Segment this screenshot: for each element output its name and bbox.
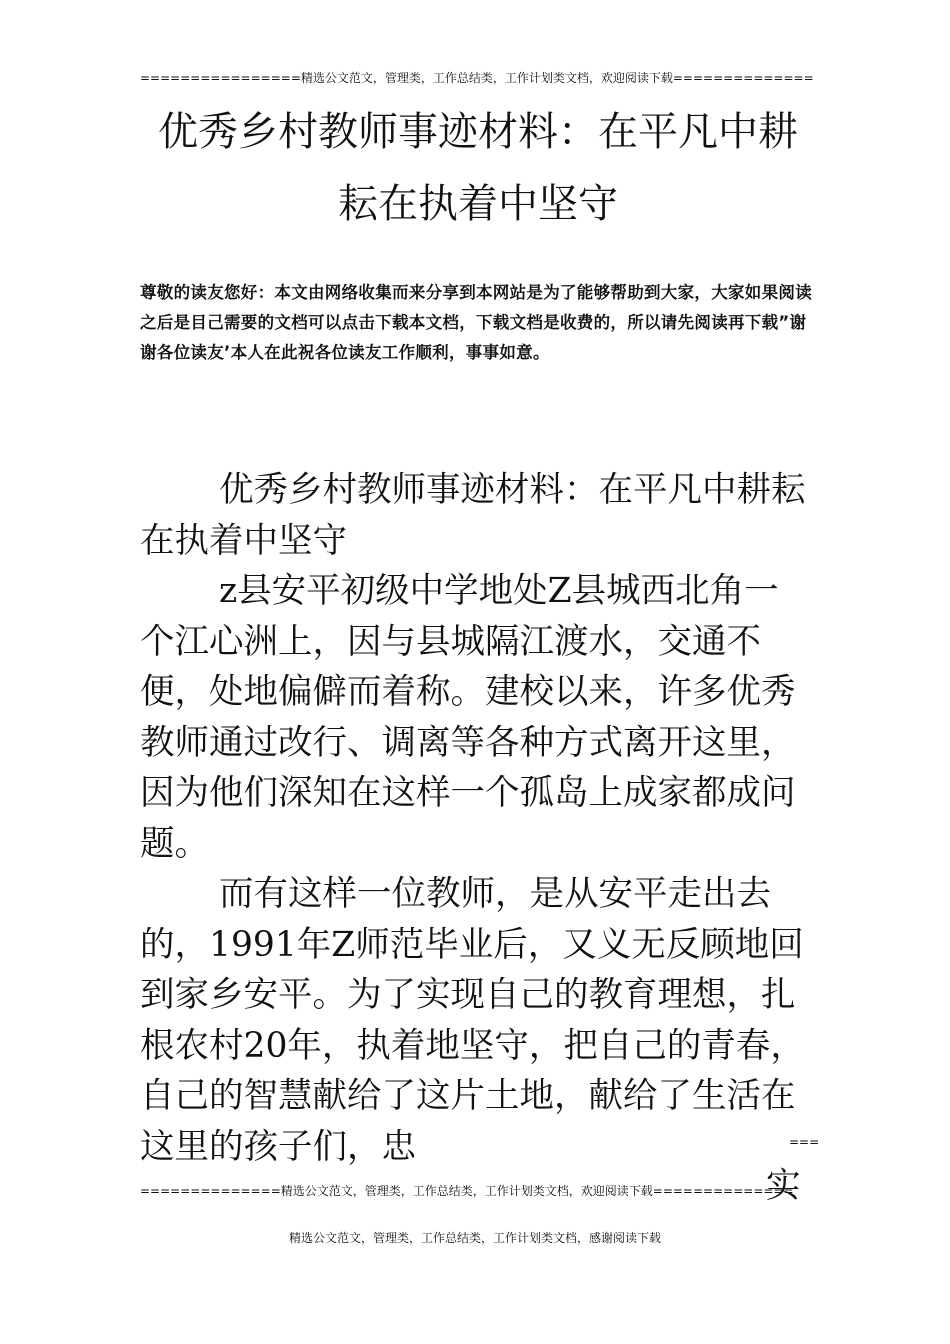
article-heading: 优秀乡村教师事迹材料：在平凡中耕耘在执着中坚守 [140,470,806,561]
header-banner: ================精选公文范文，管理类，工作总结类，工作计划类文档，欢迎阅读下载============== [140,71,814,85]
bottom-note: 精选公文范文，管理类，工作总结类，工作计划类文档，感谢阅读下载 [288,1231,661,1245]
title-line-1: 优秀乡村教师事迹材料：在平凡中耕 [158,109,798,155]
article-body [140,465,810,1172]
document-title [138,96,818,240]
reader-notice: 尊敬的读友您好：本文由网络收集而来分享到本网站是为了能够帮助到大家，大家如果阅读之后是目己需要的文档可以点击下载本文档，下载文档是收费的，所以请先阅读再下载”谢谢各位读友’本人在此祝各位读友工作顺利，事事如意。 [140,283,812,362]
title-line-2: 耘在执着中坚守 [338,181,618,227]
overflow-character: 实 [766,1166,801,1206]
footer-banner: ==============精选公文范文，管理类，工作总结类，工作计划类文档，欢迎阅读下载============== [140,1184,794,1198]
paragraph-2: 而有这样一位教师，是从安平走出去的，1991年Z师范毕业后，又义无反顾地回到家乡安平。为了实现自己的教育理想，扎根农村20年，执着地坚守，把自己的青春，自己的智慧献给了这片土地，献给了生活在这里的孩子们，忠 [140,874,805,1167]
paragraph-1: z县安平初级中学地处Z县城西北角一个江心洲上，因与县城隔江渡水，交通不便，处地偏僻而着称。建校以来，许多优秀教师通过改行、调离等各种方式离开这里，因为他们深知在这样一个孤岛上成家都成问题。 [140,571,796,864]
line-end-equals: === [789,1135,820,1149]
